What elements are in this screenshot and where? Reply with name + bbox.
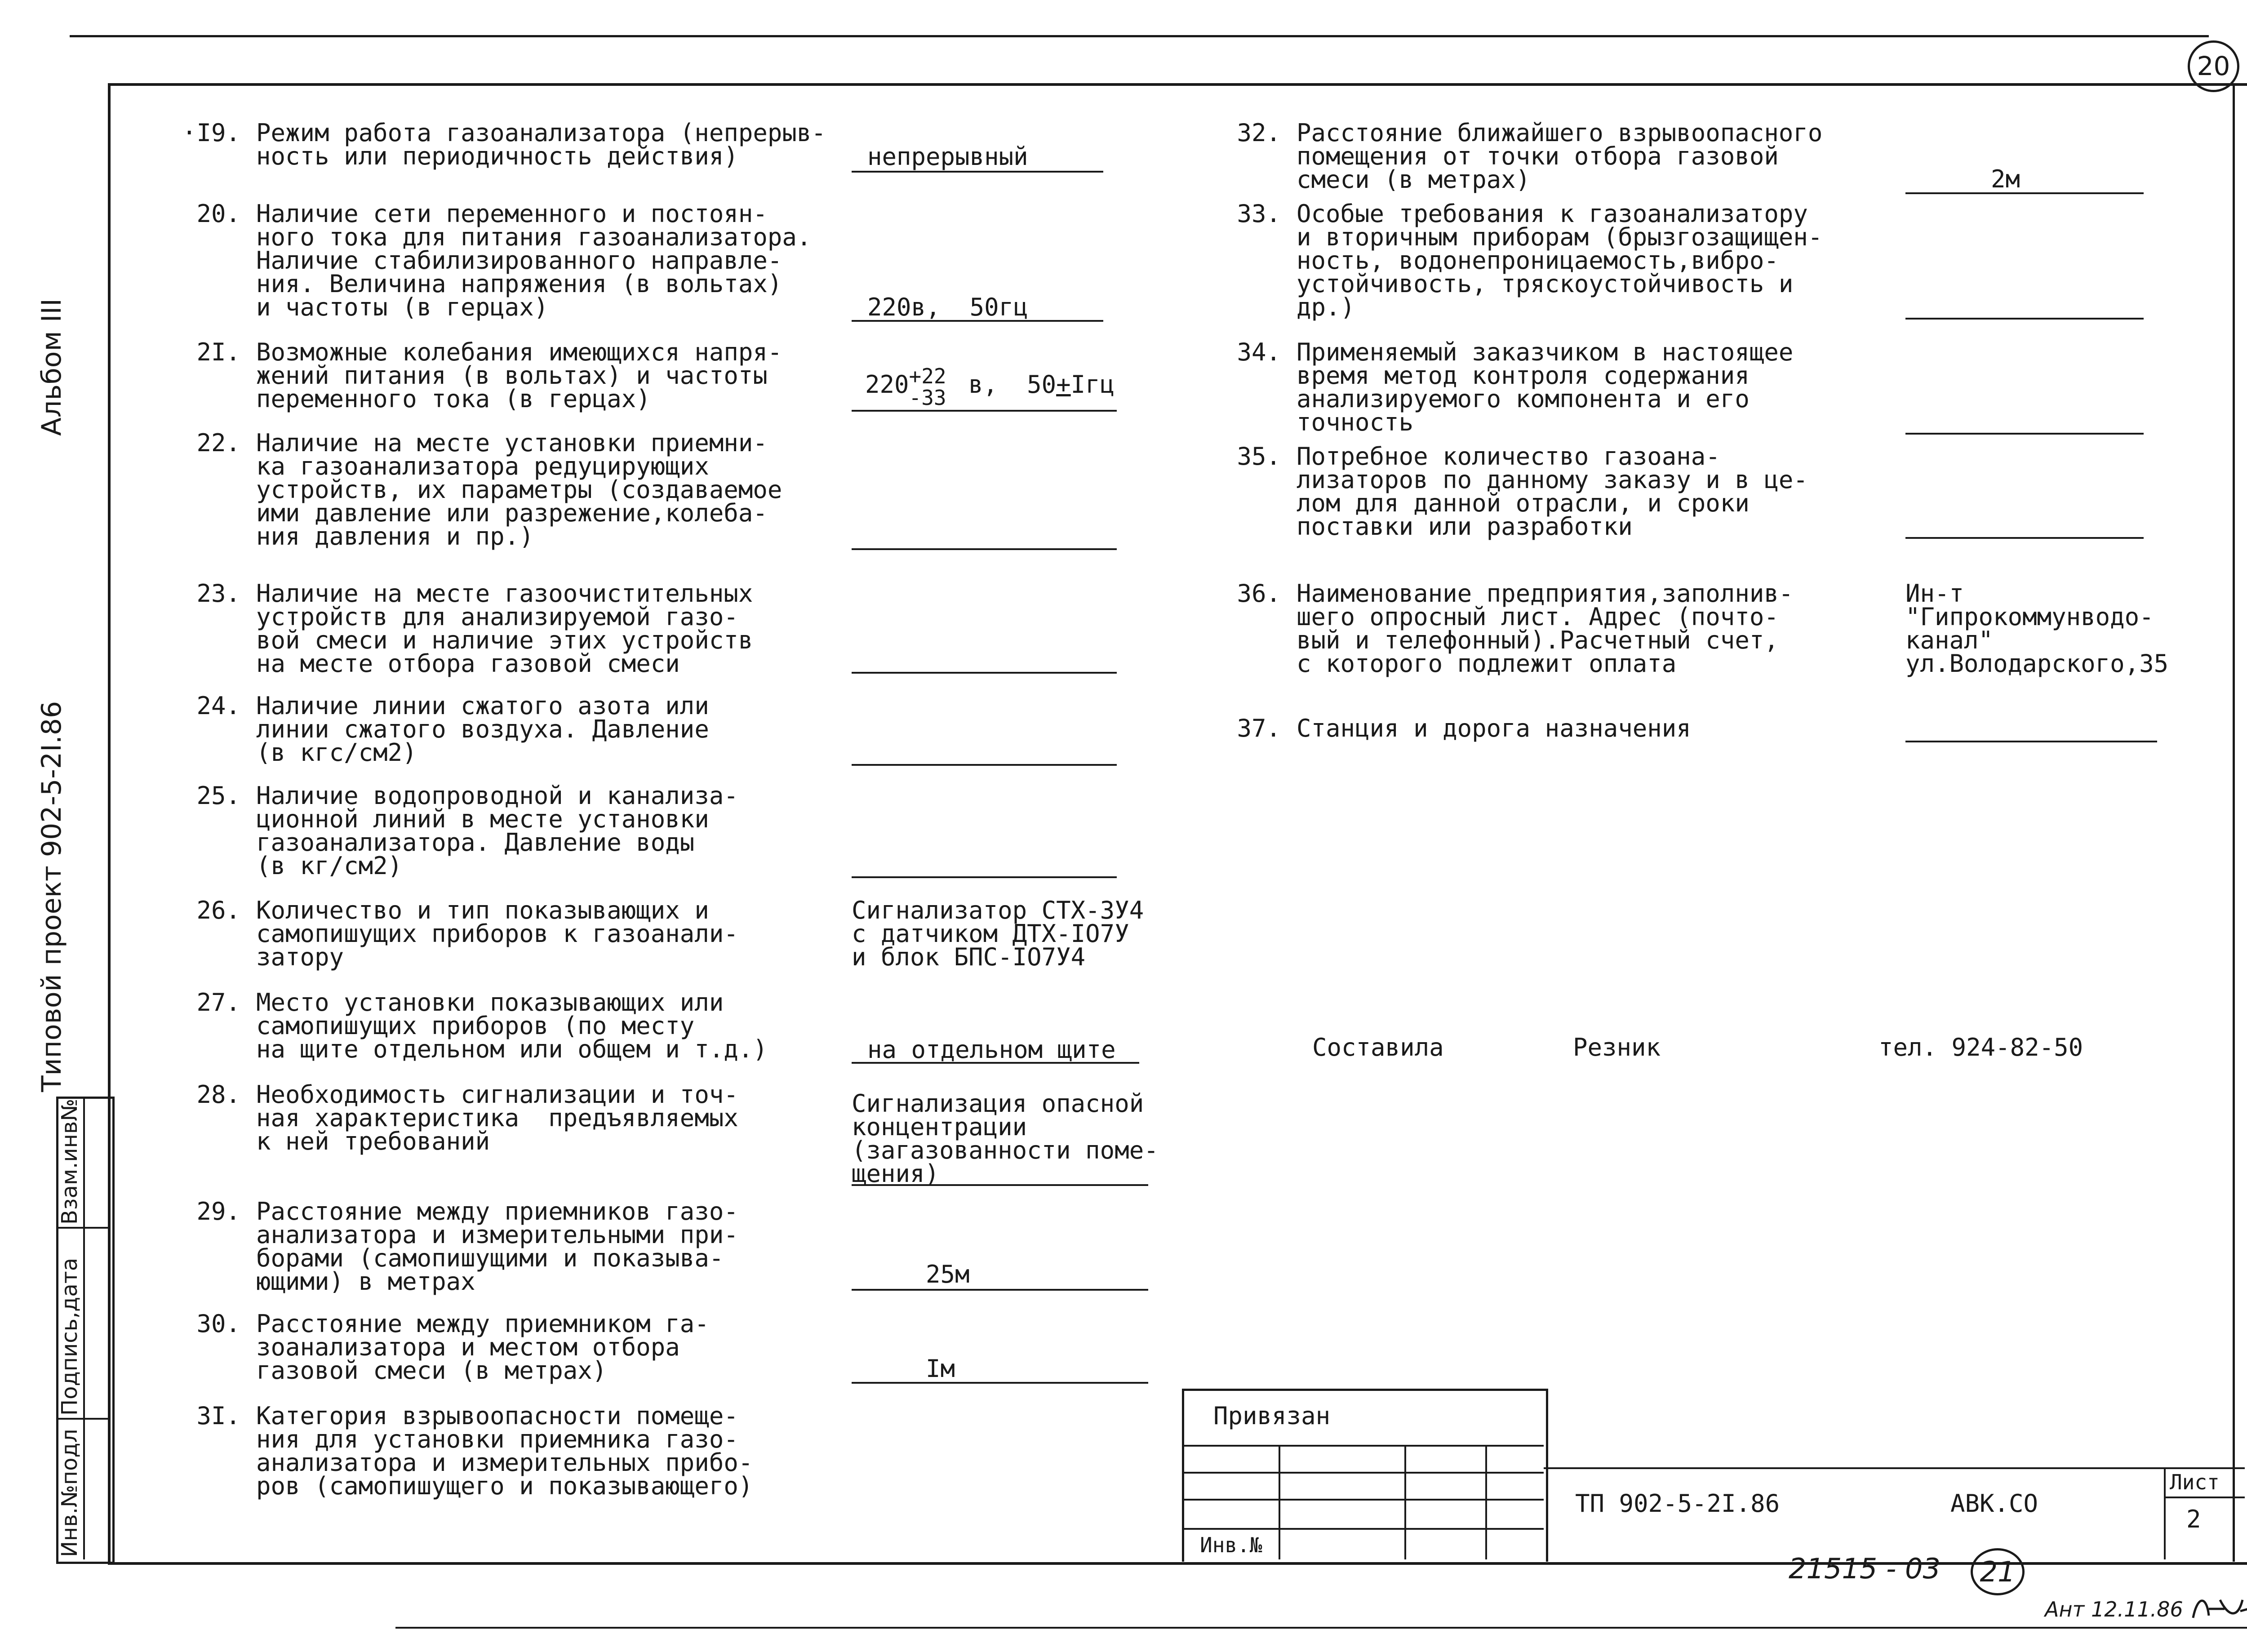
item-answer: на отдельном щите: [867, 1035, 1116, 1064]
archive-number: 21515 - 03: [1789, 1552, 1941, 1585]
item-question: Станция и дорога назначения: [1297, 714, 1691, 742]
handwritten-date: Ант 12.11.86: [2045, 1597, 2183, 1621]
inv-label: Инв.№: [1200, 1533, 1262, 1557]
item-number: 24.: [196, 692, 240, 720]
doc-code: ТП 902-5-2I.86: [1575, 1489, 1780, 1518]
item-number: 33.: [1237, 200, 1281, 228]
doc-mark: АВК.СО: [1950, 1489, 2038, 1518]
item-question: Расстояние ближайшего взрывоопасного помещения от точки отбора газовой смеси (в метрах): [1297, 119, 1823, 194]
item-answer: 2м: [1991, 165, 2021, 193]
sheet-number: 2: [2186, 1505, 2201, 1533]
item-answer: непрерывный: [867, 142, 1028, 171]
item-question: Особые требования к газоанализатору и вторичным приборам (брызгозащищен- ность, водонепроницаемость,вибро- устойчивость, тряскоустойчивость и др.): [1297, 200, 1823, 321]
item-number: 30.: [196, 1310, 240, 1338]
item-question: Наименование предприятия,заполнив- шего опросный лист. Адрес (почто- вый и телефонный).Расчетный счет, с которого подлежит оплата: [1297, 579, 1794, 678]
side-cell-vzam: Взам.инв№: [57, 1098, 82, 1225]
item-question: Потребное количество газоана- лизаторов по данному заказу и в це- лом для данной отрасли, и сроки поставки или разработки: [1297, 442, 1808, 541]
item-number: 36.: [1237, 579, 1281, 608]
item-number: 2I.: [196, 338, 240, 366]
signature-phone: тел. 924-82-50: [1878, 1033, 2083, 1061]
page-number-circle: 20: [2188, 40, 2239, 92]
item-question: Режим работа газоанализатора (непрерыв- ность или периодичность действия): [256, 119, 826, 170]
item-question: Наличие водопроводной и канализа- ционной линий в месте установки газоанализатора. Давление воды (в кг/см2): [256, 782, 738, 880]
side-cell-sign: Подпись,дата: [57, 1257, 82, 1416]
privyazan-label: Привязан: [1213, 1402, 1331, 1430]
item-answer: 25м: [926, 1260, 970, 1288]
frame-outer-top: [70, 35, 2209, 37]
item-answer: 220в, 50гц: [867, 293, 1028, 321]
item-answer: Ин-т "Гипрокоммунводо- канал" ул.Володарского,35: [1905, 579, 2169, 678]
bottom-page-circle: 21: [1971, 1548, 2025, 1595]
item-question: Наличие сети переменного и постоян- ного тока для питания газоанализатора. Наличие стабилизированного направле- ния. Величина напряжения (в вольтах) и частоты (в герцах): [256, 200, 812, 321]
item-number: ·I9.: [182, 119, 240, 147]
item-question: Место установки показывающих или самопишущих приборов (по месту на щите отдельном или общем и т.д.): [256, 988, 768, 1063]
album-label: Альбом III: [36, 298, 67, 436]
item-question: Расстояние между приемником га- зоанализатора и местом отбора газовой смеси (в метрах): [256, 1310, 709, 1385]
item-question: Возможные колебания имеющихся напря- жений питания (в вольтах) и частоты переменного тока (в герцах): [256, 338, 782, 413]
item-answer: Сигнализация опасной концентрации (загазованности поме- щения): [852, 1089, 1159, 1188]
item-answer: Сигнализатор СТХ-3У4 с датчиком ДТХ-IО7У и блок БПС-IО7У4: [852, 896, 1144, 971]
item-question: Количество и тип показывающих и самопишущих приборов к газоанали- затору: [256, 896, 738, 971]
sheet-label: Лист: [2170, 1470, 2220, 1494]
item-number: 25.: [196, 782, 240, 810]
item-number: 27.: [196, 988, 240, 1017]
item-number: 37.: [1237, 714, 1281, 742]
item-number: 3I.: [196, 1402, 240, 1430]
item-answer: 220 +22 -33 в, 50+Iгц: [865, 364, 1115, 410]
bottom-rule: [395, 1627, 2247, 1629]
item-question: Наличие линии сжатого азота или линии сжатого воздуха. Давление (в кгс/см2): [256, 692, 709, 767]
item-number: 22.: [196, 429, 240, 457]
item-question: Расстояние между приемников газо- анализатора и измерительными при- борами (самопишущими и показыва- ющими) в метрах: [256, 1197, 738, 1296]
project-label: Типовой проект 902-5-2I.86: [36, 701, 67, 1092]
item-question: Наличие на месте установки приемни- ка газоанализатора редуцирующих устройств, их параметры (создаваемое ими давление или разрежение,колеба- ния давления и пр.): [256, 429, 782, 551]
item-answer: Iм: [926, 1354, 955, 1383]
item-number: 28.: [196, 1080, 240, 1109]
item-number: 26.: [196, 896, 240, 924]
signature-name: Резник: [1573, 1033, 1661, 1061]
item-question: Применяемый заказчиком в настоящее время метод контроля содержания анализируемого компонента и его точность: [1297, 338, 1794, 436]
handwritten-signature: [2189, 1591, 2247, 1627]
item-question: Наличие на месте газоочистительных устройств для анализируемой газо- вой смеси и наличие этих устройств на месте отбора газовой смеси: [256, 579, 753, 678]
signature-label: Составила: [1312, 1033, 1444, 1061]
item-number: 34.: [1237, 338, 1281, 366]
item-question: Категория взрывоопасности помеще- ния для установки приемника газо- анализатора и измерительных прибо- ров (самопишущего и показывающего): [256, 1402, 753, 1500]
item-question: Необходимость сигнализации и точ- ная характеристика предъявляемых к ней требований: [256, 1080, 738, 1155]
frame-right-double: [2233, 83, 2235, 1562]
item-number: 35.: [1237, 442, 1281, 471]
item-number: 23.: [196, 579, 240, 608]
side-cell-inv: Инв.№подл: [57, 1429, 82, 1557]
item-number: 32.: [1237, 119, 1281, 147]
item-number: 29.: [196, 1197, 240, 1226]
item-number: 20.: [196, 200, 240, 228]
